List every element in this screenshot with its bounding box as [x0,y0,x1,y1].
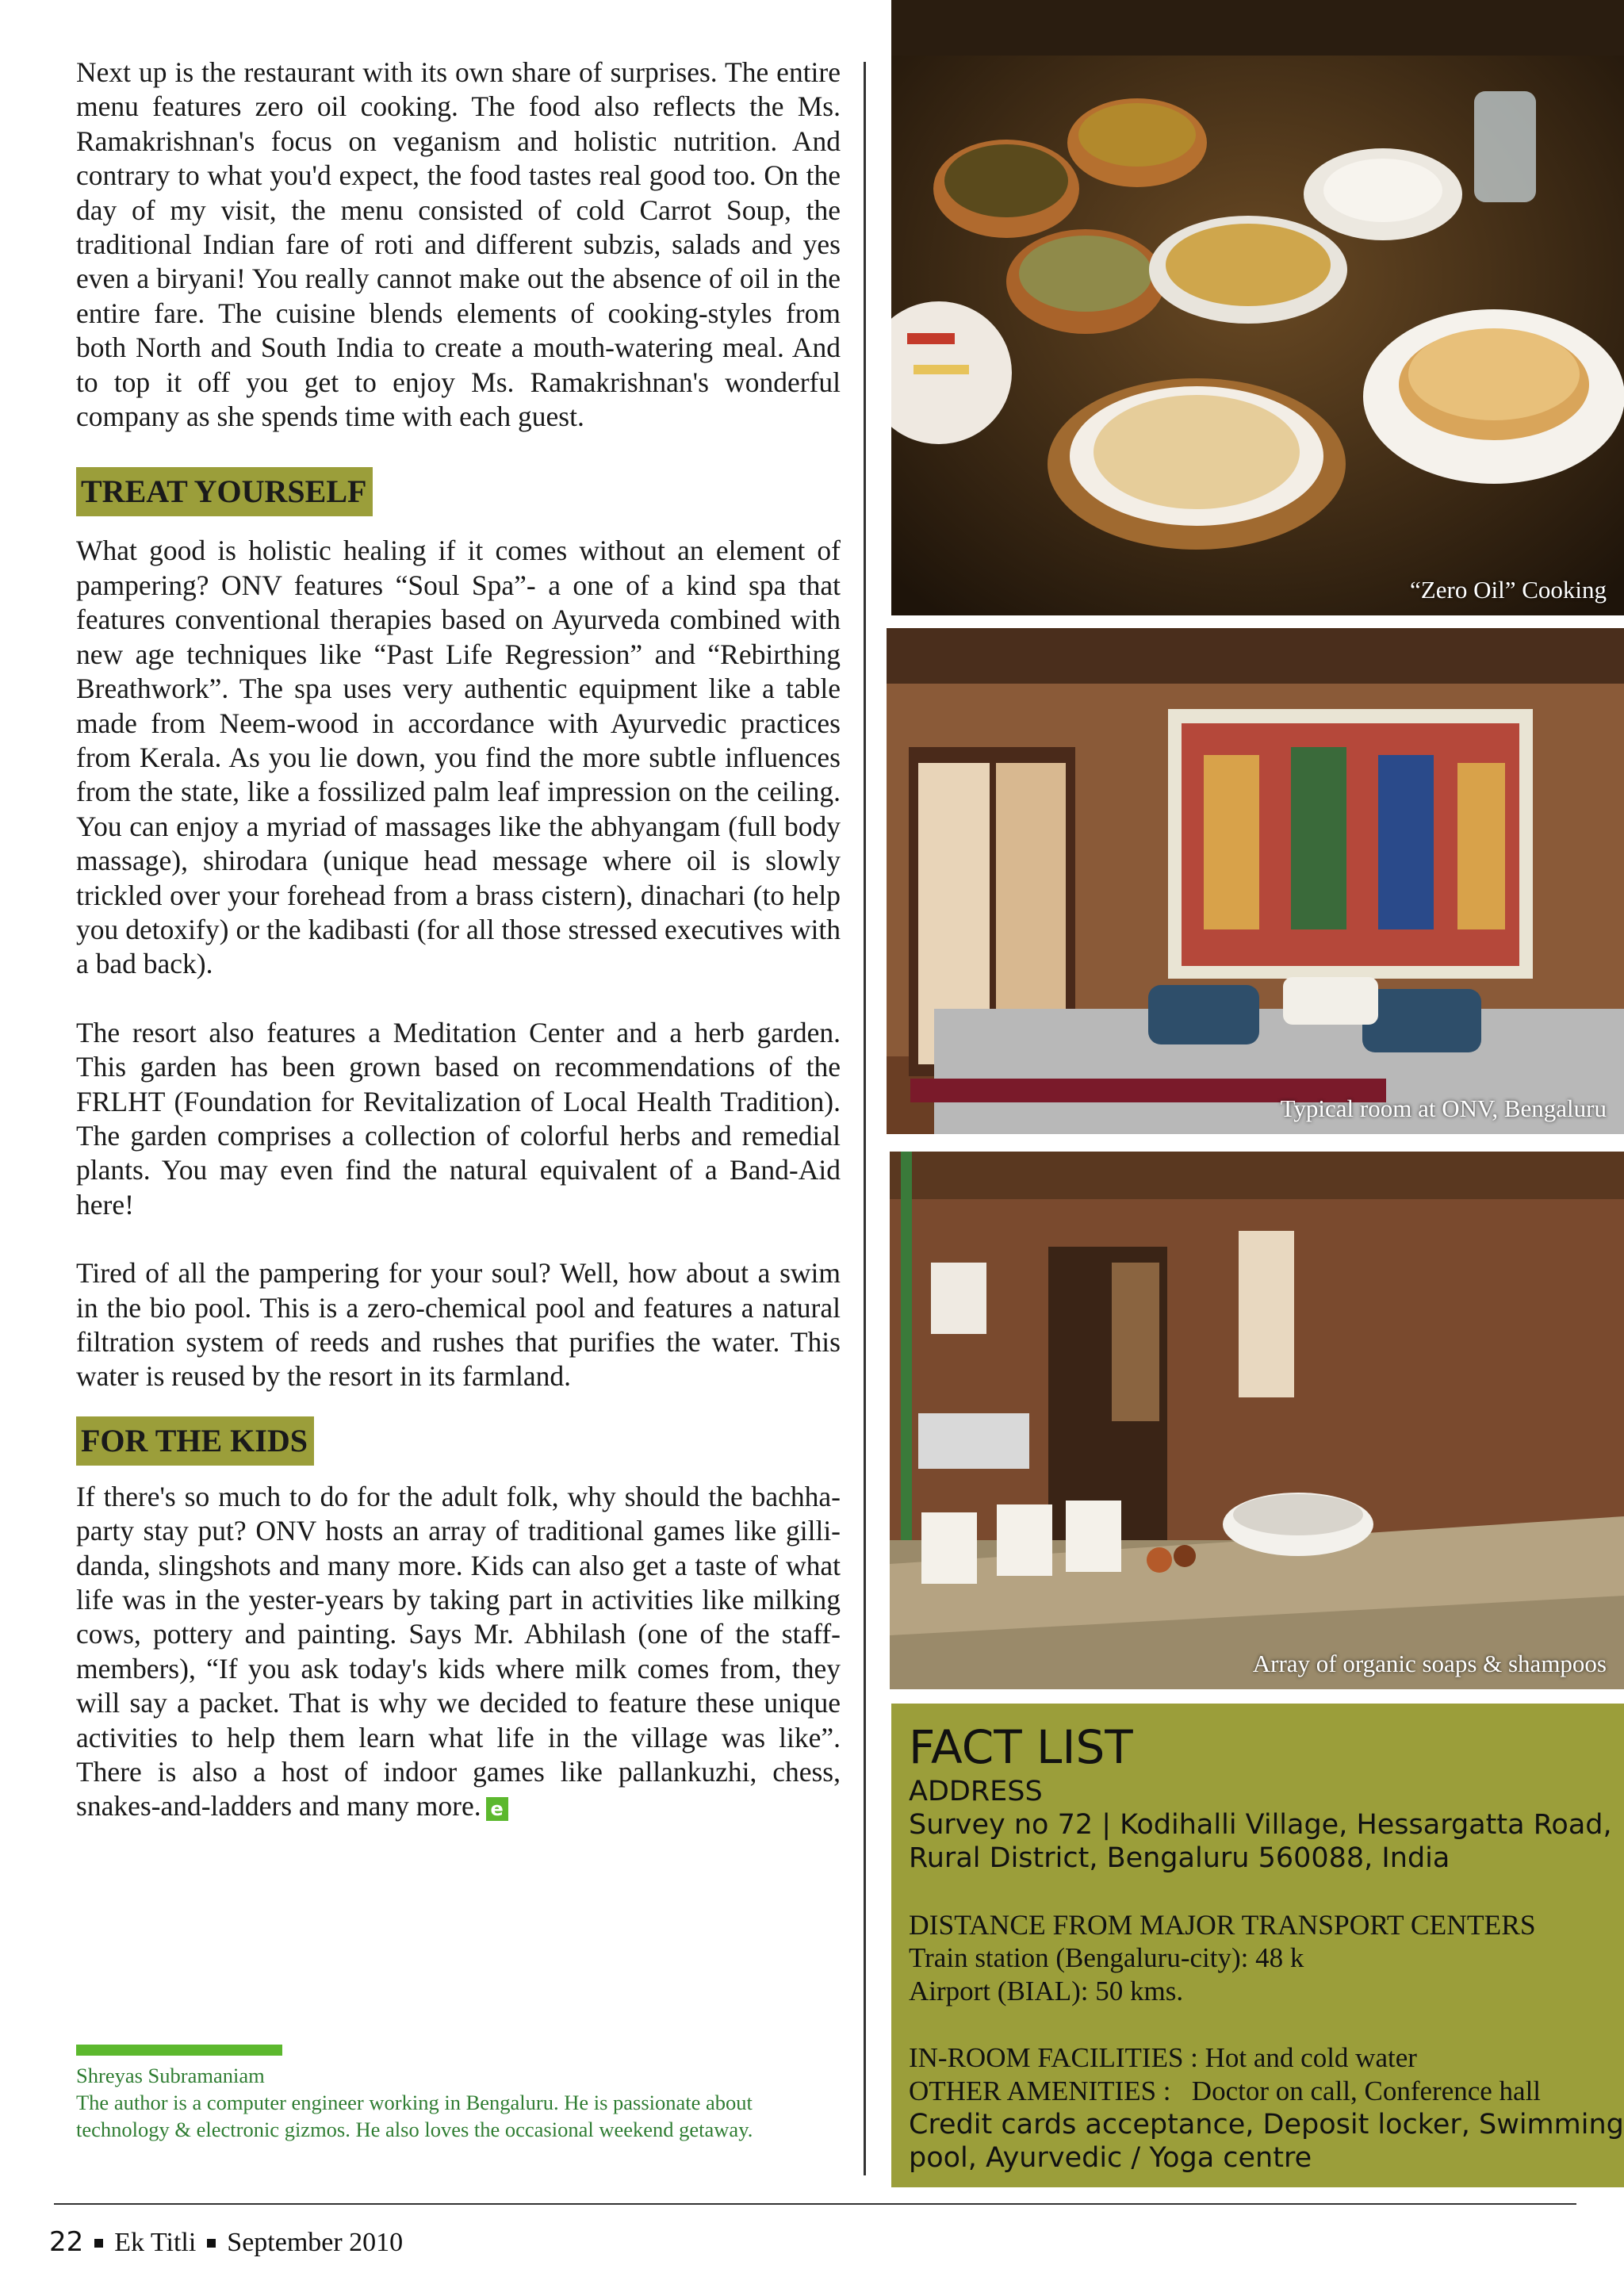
photo-zero-oil-cooking [891,0,1624,615]
author-bio: The author is a computer engineer working in Bengaluru. He is passionate about technology & electronic gizmos. He also loves the occasional weekend getaway. [76,2091,753,2141]
separator-square-icon [94,2239,103,2248]
page-number: 22 [49,2226,84,2258]
train-distance: Train station (Bengaluru-city): 48 k [909,1942,1304,1973]
other-amenities [909,2075,1624,2108]
photo-typical-room [887,628,1624,1134]
publication-name: Ek Titli [114,2228,197,2257]
fact-list-title: FACT LIST [909,1720,1133,1774]
amenities-line-2: Credit cards acceptance, Deposit locker, Swimming [909,2109,1624,2141]
room-image [887,628,1624,1134]
column-divider [864,62,866,2175]
in-room-facilities [909,2041,1624,2075]
kids-paragraph [76,1480,841,1824]
address-line-2: Rural District, Bengaluru 560088, India [909,1842,1450,1874]
distance-label: DISTANCE FROM MAJOR TRANSPORT CENTERS [909,1909,1536,1941]
amenities-line-1: Doctor on call, Conference hall [1191,2075,1542,2106]
bathroom-image [890,1152,1624,1689]
separator-square-icon [207,2239,216,2248]
treat-paragraph-3: Tired of all the pampering for your soul? Well, how about a swim in the bio pool. This is a zero-chemical pool and features a natural filtration system of reeds and rushes that purifies the water. This water is reused by the resort in its farmland. [76,1257,841,1393]
section-heading-for-the-kids: FOR THE KIDS [76,1416,314,1466]
fact-list-box [891,1704,1624,2187]
address-line-1: Survey no 72 | Kodihalli Village, Hessargatta Road, [909,1809,1612,1841]
photo-organic-soaps [890,1152,1624,1689]
facilities-label: IN-ROOM FACILITIES : [909,2042,1198,2073]
article-body [76,56,841,1824]
section-heading-treat-yourself: TREAT YOURSELF [76,467,373,516]
treat-paragraph-2: The resort also features a Meditation Center and a herb garden. This garden has been grown based on recommendations of the FRLHT (Foundation for Revitalization of Local Health Tradition). The garden comprises a collection of colorful herbs and remedial plants. You may even find the natural equivalent of a Band-Aid here! [76,1016,841,1221]
photo-caption-room: Typical room at ONV, Bengaluru [1280,1094,1607,1122]
treat-paragraph-1: What good is holistic healing if it comes without an element of pampering? ONV features “Soul Spa”- a one of a kind spa that features conventional therapies based on Ayurveda combined with new age techniques like “Past Life Regression” and “Rebirthing Breathwork”. The spa uses very authentic equipment like a table made from Neem-wood in accordance with Ayurvedic practices from Kerala. As you lie down, you find the more subtle influences from the state, like a fossilized palm leaf impression on the ceiling. You can enjoy a myriad of massages like the abhyangam (full body massage), shirodara (unique head message where oil is slowly trickled over your forehead from a brass cistern), dinachari (to help you detoxify) or the kadibasti (for all those stressed executives with a bad back). [76,535,841,980]
amenities-line-3: pool, Ayurvedic / Yoga centre [909,2142,1312,2174]
food-table-image [891,0,1624,615]
photo-caption-soaps: Array of organic soaps & shampoos [1252,1650,1607,1677]
author-accent-bar [76,2045,282,2056]
kids-paragraph-text: If there's so much to do for the adult folk, why should the bachha-party stay put? ONV hosts an array of traditional games like gilli-danda, slingshots and many more. Kids can also get a taste of what life was in the yester-years by taking part in activities like milking cows, pottery and painting. Says Mr. Abhilash (one of the staff-members), “If you ask today's kids where milk comes from, they will say a packet. That is why we decided to feature these unique activities to help them learn what life in the village was like”. There is also a host of indoor games like pallankuzhi, chess, snakes-and-ladders and many more. [76,1480,841,1822]
photo-caption-cooking: “Zero Oil” Cooking [1410,576,1607,604]
amenities-label: OTHER AMENITIES : [909,2075,1171,2106]
issue-date: September 2010 [227,2228,404,2257]
page-footer [49,2225,403,2259]
facilities-value: Hot and cold water [1205,2042,1417,2073]
author-name: Shreyas Subramaniam [76,2064,265,2087]
footer-rule [54,2203,1576,2205]
airport-distance: Airport (BIAL): 50 kms. [909,1976,1184,2006]
author-box [76,2062,841,2143]
address-label: ADDRESS [909,1776,1043,1807]
intro-paragraph: Next up is the restaurant with its own share of surprises. The entire menu features zero oil cooking. The food also reflects the Ms. Ramakrishnan's focus on veganism and holistic nutrition. And contrary to what you'd expect, the food tastes real good too. On the day of my visit, the menu consisted of cold Carrot Soup, the traditional Indian fare of roti and different subzis, salads and yes even a biryani! You really cannot make out the absence of oil in the entire fare. The cuisine blends elements of cooking-styles from both North and South India to create a mouth-watering meal. And to top it off you get to enjoy Ms. Ramakrishnan's wonderful company as she spends time with each guest. [76,56,841,433]
end-mark-icon: e [486,1797,508,1821]
